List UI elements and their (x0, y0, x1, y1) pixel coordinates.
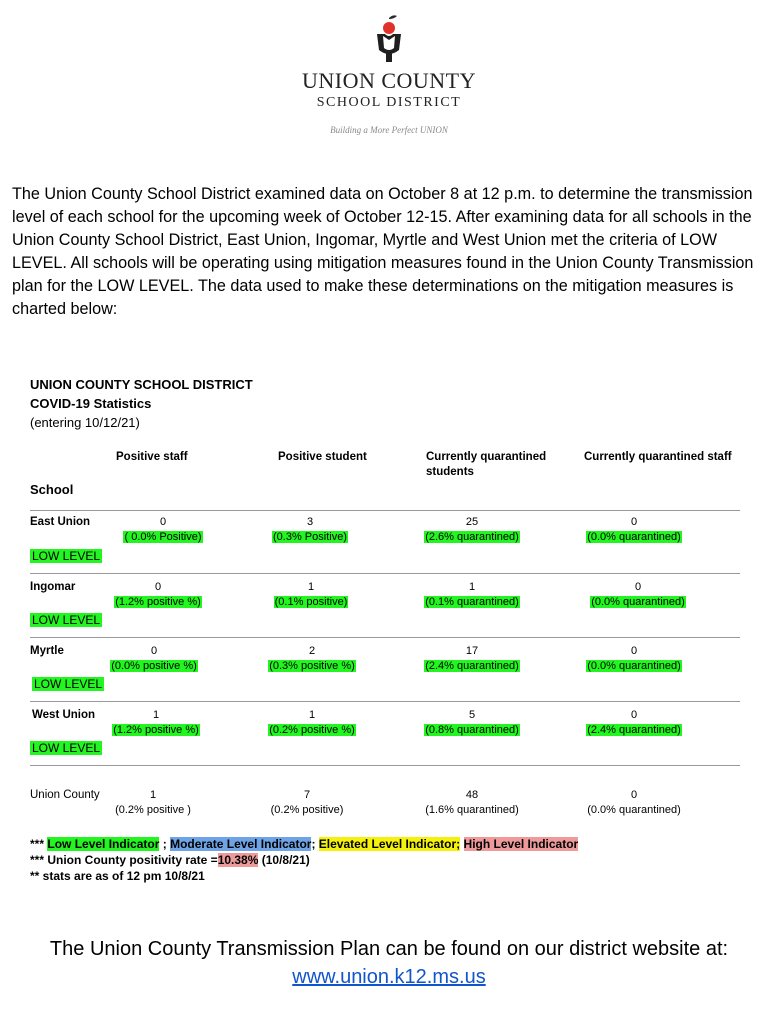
cell-myrtle-q-students: 17 (2.4% quarantined) (425, 645, 519, 672)
district-logo (0, 14, 778, 135)
level-badge-east-union: LOW LEVEL (32, 549, 101, 563)
total-label: Union County (30, 789, 100, 801)
legend (30, 836, 578, 884)
stats-date: (entering 10/12/21) (30, 415, 140, 430)
intro-paragraph: The Union County School District examined data on October 8 at 12 p.m. to determine the transmission level of each school for the upcoming week of October 12-15. After examining data for all schools in the Union County School District, East Union, Ingomar, Myrtle and West Union met the criteria of LOW LEVEL. All schools will be operating using mitigation measures found in the Union County Transmission plan for the LOW LEVEL. The data used to make these determinations on the mitigation measures is charted below: (12, 185, 754, 318)
cell-ingomar-q-staff: 0 (0.0% quarantined) (591, 581, 685, 608)
cell-west-union-q-staff: 0 (2.4% quarantined) (587, 709, 681, 736)
cell-myrtle-staff: 0 (0.0% positive %) (111, 645, 197, 672)
cell-east-union-q-students: 25 (2.6% quarantined) (425, 516, 519, 543)
cell-west-union-staff: 1 (1.2% positive %) (113, 709, 199, 736)
positivity-rate-value: 10.38% (217, 853, 259, 867)
school-name-myrtle: Myrtle (30, 645, 64, 657)
school-name-east-union: East Union (30, 516, 91, 528)
legend-high: High Level Indicator (463, 837, 579, 851)
cell-east-union-student: 3 (0.3% Positive) (273, 516, 347, 543)
cell-myrtle-student: 2 (0.3% positive %) (269, 645, 355, 672)
legend-elevated: Elevated Level Indicator; (318, 837, 461, 851)
row-divider (30, 701, 740, 702)
legend-low: Low Level Indicator (47, 837, 160, 851)
district-name-line2: SCHOOL DISTRICT (316, 95, 462, 110)
cell-total-student: 7 (0.2% positive) (270, 789, 344, 816)
district-website-link[interactable]: www.union.k12.ms.us (292, 966, 486, 988)
cell-ingomar-student: 1 (0.1% positive) (274, 581, 348, 608)
stats-subtitle: COVID-19 Statistics (30, 396, 152, 411)
cell-east-union-staff: 0 ( 0.0% Positive) (124, 516, 202, 543)
legend-moderate: Moderate Level Indicator (170, 837, 312, 851)
level-badge-west-union: LOW LEVEL (32, 741, 101, 755)
level-badge-ingomar: LOW LEVEL (32, 613, 101, 627)
covid-stats-table (30, 375, 742, 895)
school-name-ingomar: Ingomar (30, 581, 76, 593)
cell-total-q-students: 48 (1.6% quarantined) (425, 789, 519, 816)
district-name-line1: UNION COUNTY (301, 68, 477, 93)
header-quarantined-staff: Currently quarantined staff (584, 451, 732, 463)
row-divider (30, 510, 740, 511)
row-divider (30, 573, 740, 574)
district-tagline: Building a More Perfect UNION (330, 125, 448, 135)
legend-stats-date: ** stats are as of 12 pm 10/8/21 (30, 869, 205, 883)
cell-total-staff: 1 (0.2% positive ) (115, 789, 191, 816)
transmission-plan-note (0, 935, 778, 991)
level-badge-myrtle: LOW LEVEL (34, 677, 103, 691)
cell-myrtle-q-staff: 0 (0.0% quarantined) (587, 645, 681, 672)
row-divider (30, 765, 740, 766)
cell-ingomar-q-students: 1 (0.1% quarantined) (425, 581, 519, 608)
school-name-west-union: West Union (32, 709, 96, 721)
plan-text: The Union County Transmission Plan can be found on our district website at: (49, 938, 729, 960)
cell-total-q-staff: 0 (0.0% quarantined) (587, 789, 681, 816)
legend-indicators: *** Low Level Indicator ; Moderate Level Indicator; Elevated Level Indicator; High Level Indicator (30, 837, 579, 851)
header-positive-student: Positive student (278, 451, 367, 463)
header-positive-staff: Positive staff (116, 451, 188, 463)
cell-west-union-q-students: 5 (0.8% quarantined) (425, 709, 519, 736)
apple-book-logo-icon (372, 14, 406, 66)
cell-ingomar-staff: 0 (1.2% positive %) (115, 581, 201, 608)
cell-west-union-student: 1 (0.2% positive %) (269, 709, 355, 736)
row-divider (30, 637, 740, 638)
header-school: School (30, 482, 74, 497)
stats-title: UNION COUNTY SCHOOL DISTRICT (30, 377, 253, 392)
legend-positivity-rate: *** Union County positivity rate =10.38% (10/8/21) (30, 853, 310, 867)
cell-east-union-q-staff: 0 (0.0% quarantined) (587, 516, 681, 543)
header-quarantined-students: Currently quarantined students (426, 451, 547, 478)
